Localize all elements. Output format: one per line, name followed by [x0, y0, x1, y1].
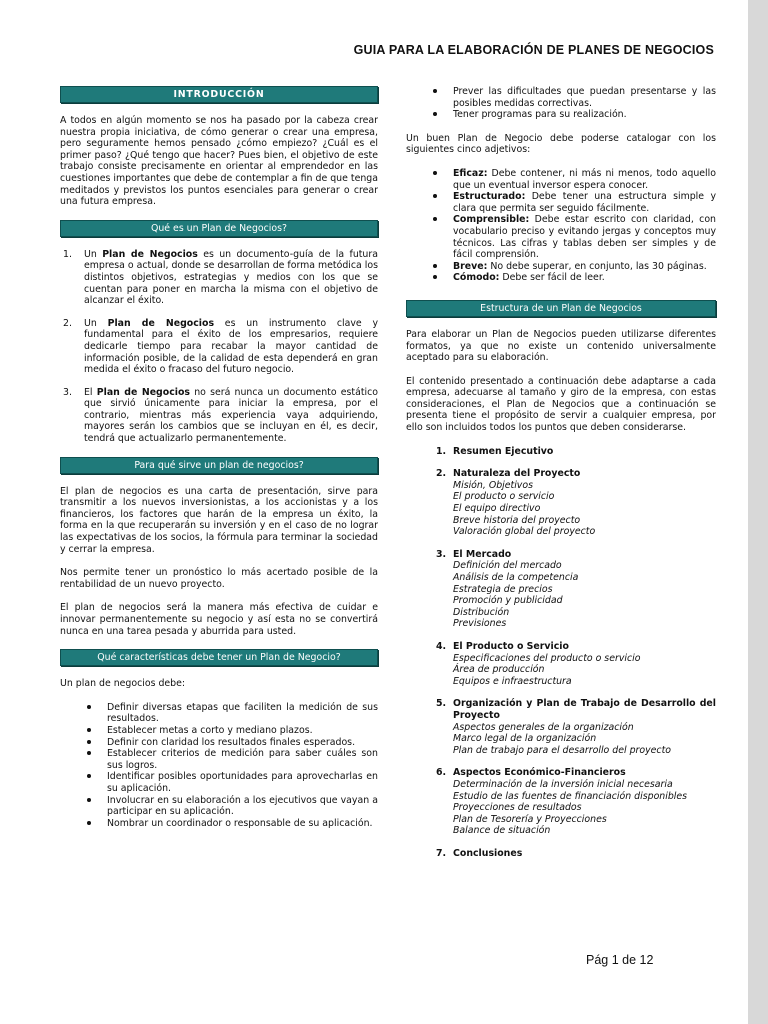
document-title: GUIA PARA LA ELABORACIÓN DE PLANES DE NEGOCIOS [353, 43, 714, 57]
caracteristicas-list [60, 702, 378, 830]
caracteristicas-intro: Un plan de negocios debe: [60, 678, 186, 690]
bullet-item: Estructurado: Debe tener una estructura simple y clara que permita ser seguido fácilmente. [406, 191, 716, 214]
que-es-list [60, 249, 378, 445]
list-item: 3. El Plan de Negocios no será nunca un documento estático que sirvió únicamente para iniciar la empresa, por el contrario, mientras más experiencia vaya adquiriendo, mayores serán los cambios que se incluyan en él, es decir, tendrá que actualizarlo permanentemente. [63, 386, 378, 445]
section-heading-introduccion: INTRODUCCIÓN [60, 86, 378, 103]
bullet-item: Nombrar un coordinador o responsable de su aplicación. [60, 818, 378, 830]
bullet-item: Establecer criterios de medición para saber cuáles son sus logros. [60, 748, 378, 771]
structure-item: 1. Resumen Ejecutivo [436, 445, 554, 457]
structure-item: 7. Conclusiones [436, 847, 523, 859]
estructura-list [406, 446, 716, 860]
intro-paragraph: A todos en algún momento se nos ha pasado por la cabeza crear nuestra propia iniciativa, de cómo generar o crear una empresa, pero seguramente hemos pensado ¿cómo empiezo? ¿Cuál es el primer paso? ¿Qué tengo que hacer? Pues bien, el objetivo de este trabajo consiste precisamente en orientar al emprendedor en las cuestiones importantes que debe de contemplar a fin de que tenga meditados y previstos los puntos esenciales para generar o crear una futura empresa. [60, 115, 378, 208]
structure-item: 2. Naturaleza del Proyecto Misión, Objetivos El producto o servicio El equipo directivo Breve historia del proyecto Valoración global del proyecto [436, 468, 596, 538]
structure-item: 6. Aspectos Económico-Financieros Determinación de la inversión inicial necesaria Estudio de las fuentes de financiación disponibles Proyecciones de resultados Plan de Tesorería y Proyecciones Balance de situación [436, 767, 688, 837]
section-heading-para-que: Para qué sirve un plan de negocios? [60, 457, 378, 474]
estructura-paragraph-1: Para elaborar un Plan de Negocios pueden utilizarse diferentes formatos, ya que no existe un contenido universalmente aceptado para su elaboración. [406, 328, 716, 364]
section-heading-caracteristicas: Qué características debe tener un Plan de Negocio? [60, 649, 378, 666]
right-column [406, 86, 716, 870]
structure-item: 5. Organización y Plan de Trabajo de Desarrollo del Proyecto Aspectos generales de la organización Marco legal de la organización Plan de trabajo para el desarrollo del proyecto [436, 698, 716, 756]
bullet-item: Prever las dificultades que puedan presentarse y las posibles medidas correctivas. [406, 86, 716, 109]
page-number: Pág 1 de 12 [586, 953, 654, 967]
para-que-paragraph-1: El plan de negocios es una carta de presentación, sirve para transmitir a los nuevos inversionistas, a los accionistas y a los financieros, los factores que harán de la empresa un éxito, la forma en la que recuperarán su inversión y en el caso de no lograr las expectativas de los socios, la fórmula para terminar la sociedad y cerrar la empresa. [60, 485, 378, 555]
structure-item: 4. El Producto o Servicio Especificaciones del producto o servicio Área de producción Equipos e infraestructura [436, 640, 641, 687]
adjetivos-list [406, 168, 716, 284]
list-item: 1. Un Plan de Negocios es un documento-guía de la futura empresa o actual, donde se desarrollan de forma metódica los distintos objetivos, estrategias y medios con los que se cuentan para poner en marcha la misma con el objetivo de alcanzar el éxito. [63, 248, 378, 307]
bullet-item: Definir con claridad los resultados finales esperados. [60, 737, 378, 749]
section-heading-que-es: Qué es un Plan de Negocios? [60, 220, 378, 237]
bullet-item: Tener programas para su realización. [406, 109, 716, 121]
list-item: 2. Un Plan de Negocios es un instrumento clave y fundamental para el éxito de los empresarios, requiere dedicarle tiempo para recabar la mayor cantidad de información posible, de la calidad de esta dependerá en gran medida el éxito o fracaso del futuro negocio. [63, 317, 378, 376]
section-heading-estructura: Estructura de un Plan de Negocios [406, 300, 716, 317]
bullet-item: Breve: No debe superar, en conjunto, las 30 páginas. [406, 261, 716, 273]
structure-item: 3. El Mercado Definición del mercado Análisis de la competencia Estrategia de precios Promoción y publicidad Distribución Previsiones [436, 548, 579, 630]
left-column [60, 86, 378, 841]
bullet-item: Cómodo: Debe ser fácil de leer. [406, 272, 716, 284]
bullet-item: Establecer metas a corto y mediano plazos. [60, 725, 378, 737]
bullet-item: Definir diversas etapas que faciliten la medición de sus resultados. [60, 702, 378, 725]
bullet-item: Comprensible: Debe estar escrito con claridad, con vocabulario preciso y evitando jergas y conceptos muy técnicos. Las cifras y tablas deben ser simples y de fácil comprensión. [406, 214, 716, 260]
estructura-paragraph-2: El contenido presentado a continuación debe adaptarse a cada empresa, adecuarse al tamaño y giro de la empresa, con estas consideraciones, el Plan de Negocios que a continuación se presenta tiene el propósito de servir a cualquier empresa, por ello son incluidos todos los puntos que deben considerarse. [406, 375, 716, 434]
bullet-item: Involucrar en su elaboración a los ejecutivos que vayan a participar en su aplicación. [60, 795, 378, 818]
bullet-item: Identificar posibles oportunidades para aprovecharlas en su aplicación. [60, 771, 378, 794]
para-que-paragraph-3: El plan de negocios será la manera más efectiva de cuidar e innovar permanentemente su negocio y así esta no se convertirá nunca en una tarea pesada y aburrida para usted. [60, 602, 378, 637]
adjetivos-intro: Un buen Plan de Negocio debe poderse catalogar con los siguientes cinco adjetivos: [406, 132, 716, 156]
caracteristicas-list-continued [406, 86, 716, 121]
bullet-item: Eficaz: Debe contener, ni más ni menos, todo aquello que un eventual inversor espera conocer. [406, 168, 716, 191]
para-que-paragraph-2: Nos permite tener un pronóstico lo más acertado posible de la rentabilidad de un nuevo proyecto. [60, 567, 378, 590]
